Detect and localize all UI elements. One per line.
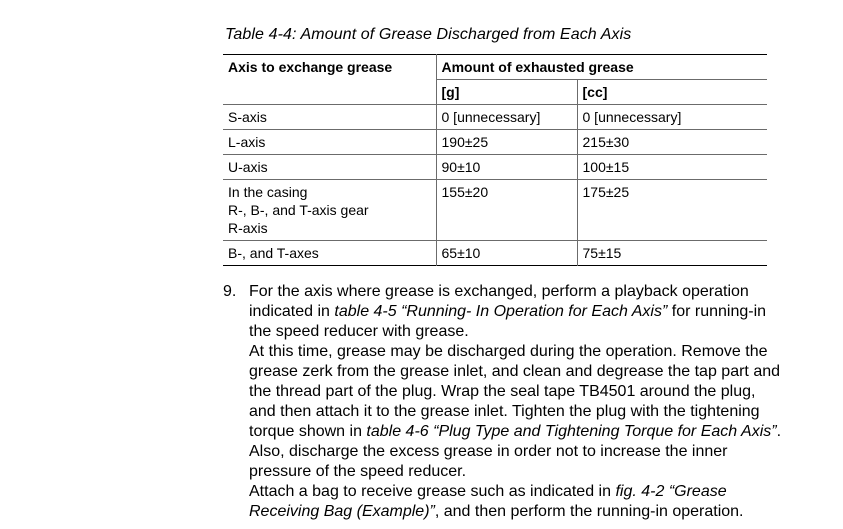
cell-g: 90±10 xyxy=(436,155,577,180)
step-sentence-2: At this time, grease may be discharged during the operation. Remove the grease zerk from the grease inlet, and clean and degrease the tap part and the thread part of the plug. Wrap the seal tape TB4501 around the plug, and then attach it to the grease inlet. Tighten the plug with the tightening torque shown in table 4-6 “Plug Type and Tightening Torque for Each Axis”. Also, discharge the excess grease in order not to increase the inner pressure of the speed reducer. xyxy=(249,343,782,480)
step-sentence-3: Attach a bag to receive grease such as indicated in fig. 4-2 “Grease Receiving Bag (Example)”, and then perform the running-in operation. xyxy=(249,483,744,520)
table-row xyxy=(223,241,767,266)
step-number: 9. xyxy=(223,283,237,300)
cell-axis-line: In the casing xyxy=(228,184,308,200)
cell-axis: U-axis xyxy=(223,155,436,180)
step-sentence-1: For the axis where grease is exchanged, perform a playback operation indicated in table 4-5 “Running- In Operation for Each Axis” for running-in the speed reducer with grease. xyxy=(249,283,767,340)
header-unit-cc: [cc] xyxy=(577,80,767,105)
cell-g: 155±20 xyxy=(436,180,577,241)
table-caption: Table 4-4: Amount of Grease Discharged from Each Axis xyxy=(225,26,632,43)
cell-axis-line: R-, B-, and T-axis gear xyxy=(228,202,369,218)
table-4-6-reference[interactable]: table 4-6 “Plug Type and Tightening Torque for Each Axis” xyxy=(366,423,777,440)
table-row xyxy=(223,105,767,130)
cell-axis xyxy=(223,180,436,241)
header-amount: Amount of exhausted grease xyxy=(436,55,767,80)
cell-cc: 215±30 xyxy=(577,130,767,155)
step-body xyxy=(249,282,783,522)
cell-axis-line: R-axis xyxy=(228,220,268,236)
header-axis: Axis to exchange grease xyxy=(228,59,393,75)
cell-axis: L-axis xyxy=(223,130,436,155)
cell-axis: S-axis xyxy=(223,105,436,130)
table-row xyxy=(223,155,767,180)
cell-cc: 100±15 xyxy=(577,155,767,180)
fig-4-2-reference[interactable]: fig. 4-2 “Grease Receiving Bag (Example)” xyxy=(249,483,727,520)
cell-axis: B-, and T-axes xyxy=(223,241,436,266)
grease-discharge-table xyxy=(223,54,767,266)
cell-g: 190±25 xyxy=(436,130,577,155)
cell-cc: 175±25 xyxy=(577,180,767,241)
cell-g: 65±10 xyxy=(436,241,577,266)
step-9 xyxy=(223,282,783,522)
header-unit-g: [g] xyxy=(436,80,577,105)
cell-cc: 0 [unnecessary] xyxy=(577,105,767,130)
table-4-5-reference[interactable]: table 4-5 “Running- In Operation for Each Axis” xyxy=(334,303,668,320)
cell-cc: 75±15 xyxy=(577,241,767,266)
table-row xyxy=(223,130,767,155)
table-row xyxy=(223,180,767,241)
cell-g: 0 [unnecessary] xyxy=(436,105,577,130)
